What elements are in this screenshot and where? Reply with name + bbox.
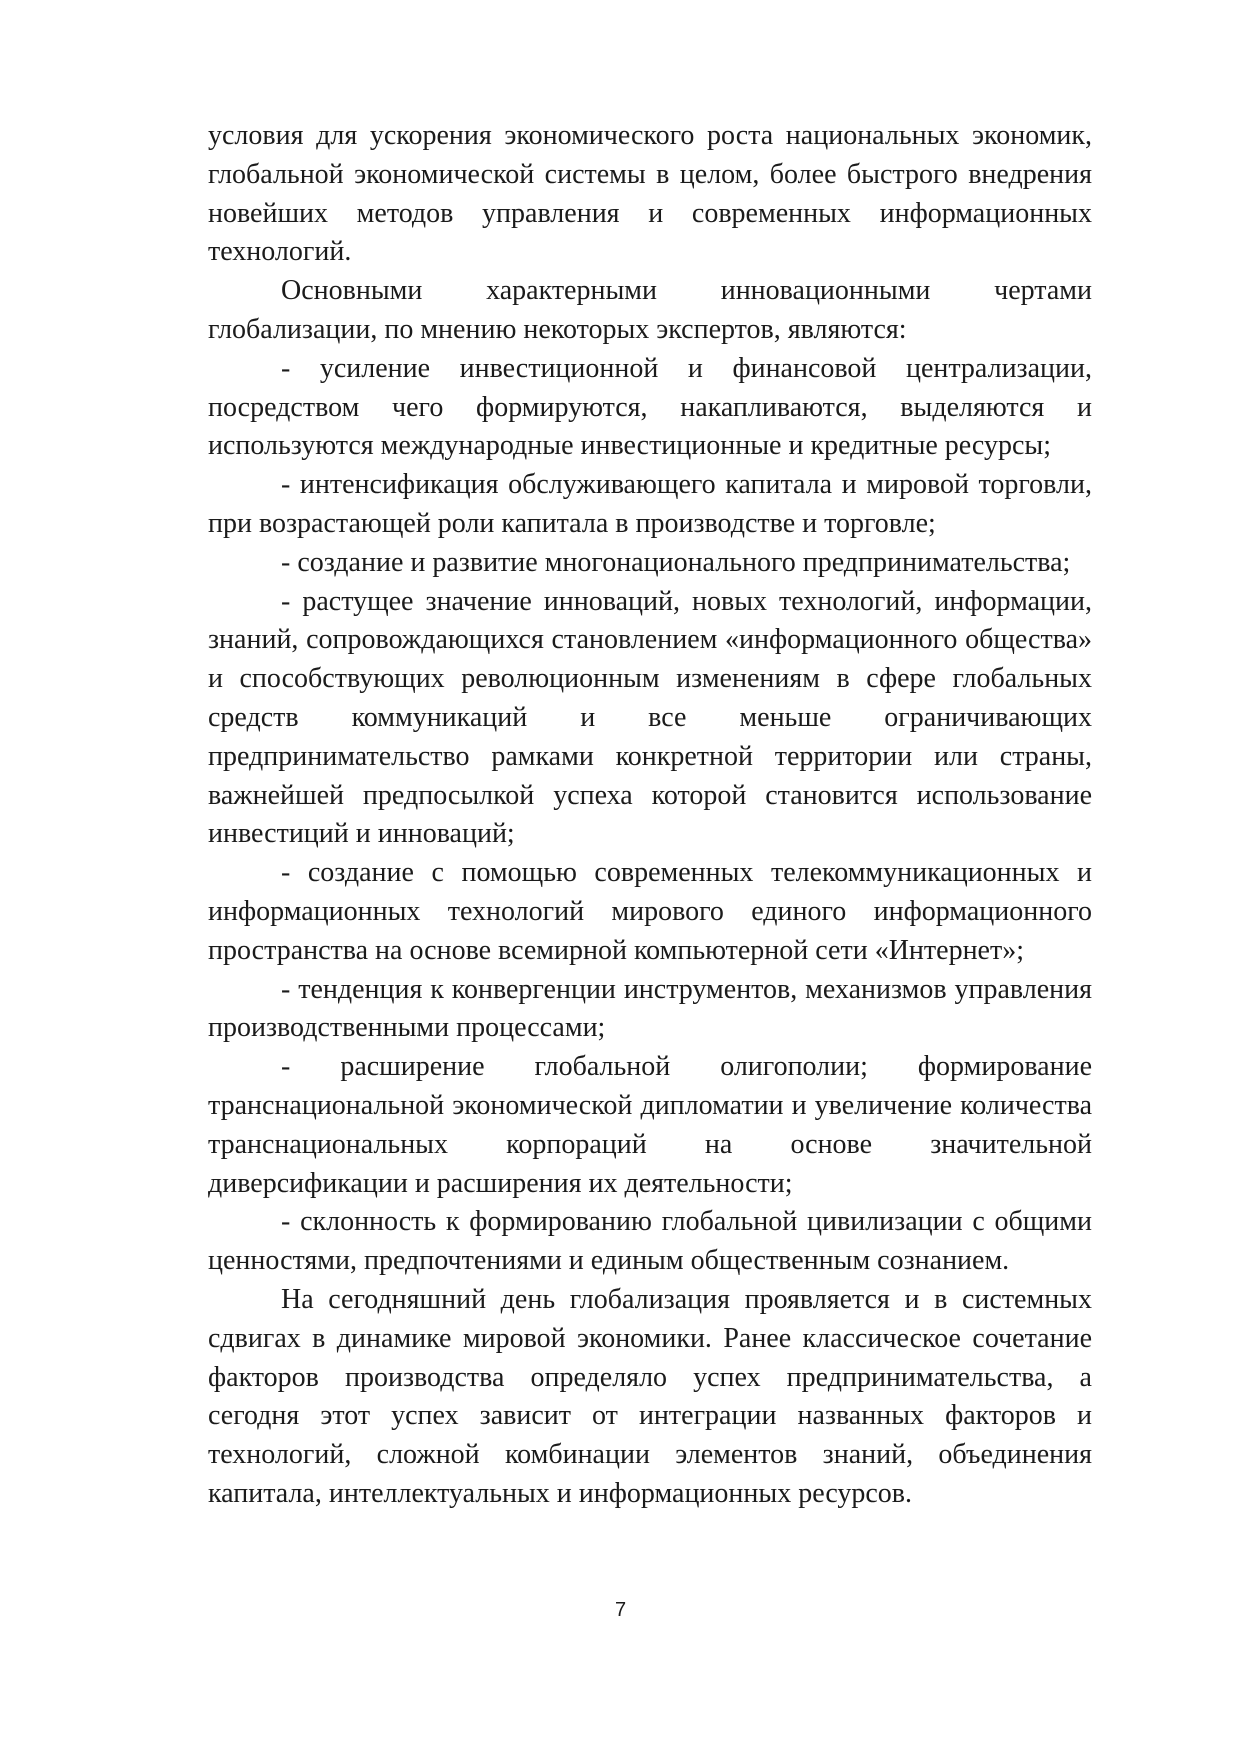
paragraph-conclusion: На сегодняшний день глобализация проявляется и в системных сдвигах в динамике мировой экономики. Ранее классическое сочетание факторов производства определяло успех предпринимательства, а сегодня этот успех зависит от интеграции названных факторов и технологий, сложной комбинации элементов знаний, объединения капитала, интеллектуальных и информационных ресурсов.: [208, 1283, 1092, 1509]
list-item-trade-intensification: - интенсификация обслуживающего капитала и мировой торговли, при возрастающей роли капитала в производстве и торговле;: [208, 469, 1092, 539]
page-number: 7: [614, 1599, 627, 1621]
list-item-information-space: - создание с помощью современных телекоммуникационных и информационных технологий мирового единого информационного пространства на основе всемирной компьютерной сети «Интернет»;: [208, 857, 1092, 966]
list-item-financial-centralization: - усиление инвестиционной и финансовой централизации, посредством чего формируются, накапливаются, выделяются и используются международные инвестиционные и кредитные ресурсы;: [208, 352, 1092, 462]
list-item-management-convergence: - тенденция к конвергенции инструментов, механизмов управления производственными процессами;: [208, 973, 1092, 1044]
paragraph-continuation: условия для ускорения экономического роста национальных экономик, глобальной экономической системы в целом, более быстрого внедрения новейших методов управления и современных информационных технологий.: [208, 120, 1092, 268]
list-item-global-civilization: - склонность к формированию глобальной цивилизации с общими ценностями, предпочтениями и единым общественным сознанием.: [208, 1206, 1092, 1277]
list-item-global-oligopoly: - расширение глобальной олигополии; формирование транснациональной экономической дипломатии и увеличение количества транснациональных корпораций на основе значительной диверсификации и расширения их деятельности;: [208, 1051, 1092, 1199]
paragraph-intro-features: Основными характерными инновационными чертами глобализации, по мнению некоторых экспертов, являются:: [208, 275, 1092, 345]
list-item-multinational-business: - создание и развитие многонационального предпринимательства;: [281, 546, 1071, 578]
page-body: [208, 117, 1092, 1514]
list-item-innovation-role: - растущее значение инноваций, новых технологий, информации, знаний, сопровождающихся становлением «информационного общества» и способствующих революционным изменениям в сфере глобальных средств коммуникаций и все меньше ограничивающих предпринимательство рамками конкретной территории или страны, важнейшей предпосылкой успеха которой становится использование инвестиций и инноваций;: [208, 585, 1092, 850]
